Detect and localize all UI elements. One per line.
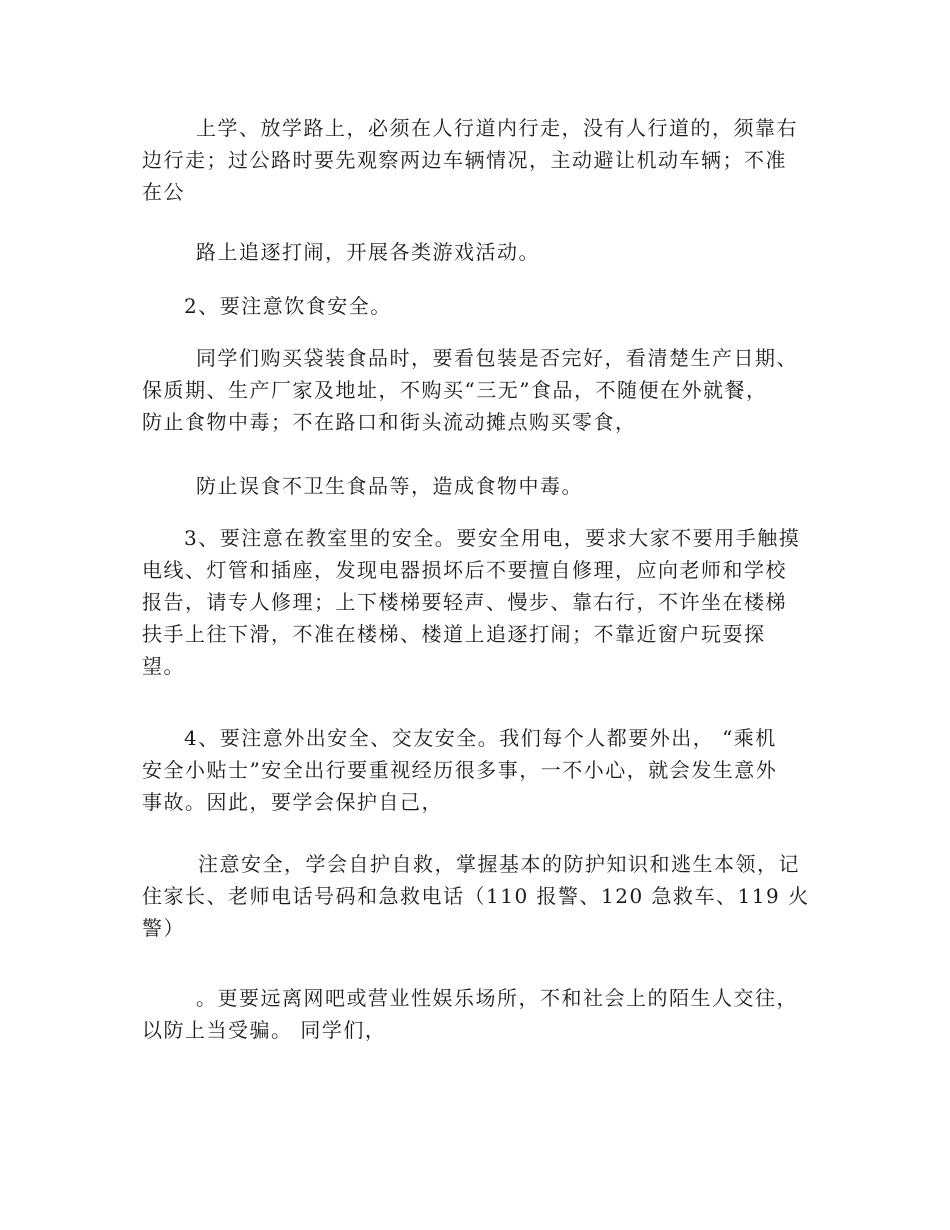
- text-line: 扶手上往下滑，不准在楼梯、楼道上追逐打闹；不靠近窗户玩耍探: [142, 622, 766, 646]
- text-line: 安全小贴士”安全出行要重视经历很多事，一不小心，就会发生意外: [142, 758, 778, 782]
- text-line: 防止误食不卫生食品等，造成食物中毒。: [196, 474, 583, 498]
- text-line: 住家长、老师电话号码和急救电话（110 报警、120 急救车、119 火: [142, 884, 810, 908]
- paragraph-road-safety-continued: [142, 236, 810, 268]
- text-line: 警）: [142, 916, 185, 940]
- paragraph-road-safety: [142, 112, 810, 208]
- text-line: 同学们购买袋装食品时，要看包装是否完好，看清楚生产日期、: [196, 346, 798, 370]
- text-line: 报告，请专人修理；上下楼梯要轻声、慢步、靠右行，不许坐在楼梯: [142, 590, 787, 614]
- text-line: 防止食物中毒；不在路口和街头流动摊点购买零食，: [142, 410, 637, 434]
- text-line: 上学、放学路上，必须在人行道内行走，没有人行道的，须靠右: [196, 116, 798, 140]
- paragraph-self-protection: [142, 848, 810, 944]
- text-line: 2、要注意饮食安全。: [184, 294, 392, 318]
- text-line: 事故。因此，要学会保护自己，: [142, 790, 443, 814]
- paragraph-avoid-strangers: [142, 982, 810, 1046]
- text-line: 望。: [142, 654, 185, 678]
- paragraph-food-safety-continued: [142, 470, 810, 502]
- text-line: 。更要远离网吧或营业性娱乐场所，不和社会上的陌生人交往，: [196, 986, 798, 1010]
- text-line: 电线、灯管和插座，发现电器损坏后不要擅自修理，应向老师和学校: [142, 558, 787, 582]
- text-line: 4、要注意外出安全、交友安全。我们每个人都要外出， “乘机: [184, 726, 777, 750]
- paragraph-food-safety: [142, 342, 810, 438]
- paragraph-classroom-safety: [142, 522, 810, 682]
- text-line: 3、要注意在教室里的安全。要安全用电，要求大家不要用手触摸: [184, 526, 801, 550]
- paragraph-outing-safety: [142, 722, 810, 818]
- text-line: 边行走；过公路时要先观察两边车辆情况，主动避让机动车辆；不准: [142, 148, 787, 172]
- text-line: 在公: [142, 180, 185, 204]
- text-line: 以防上当受骗。 同学们，: [142, 1018, 387, 1042]
- text-line: 注意安全，学会自护自救，掌握基本的防护知识和逃生本领，记: [198, 852, 800, 876]
- text-line: 保质期、生产厂家及地址，不购买“三无”食品，不随便在外就餐，: [142, 378, 768, 402]
- heading-food-safety: [142, 290, 810, 322]
- text-line: 路上追逐打闹，开展各类游戏活动。: [196, 240, 540, 264]
